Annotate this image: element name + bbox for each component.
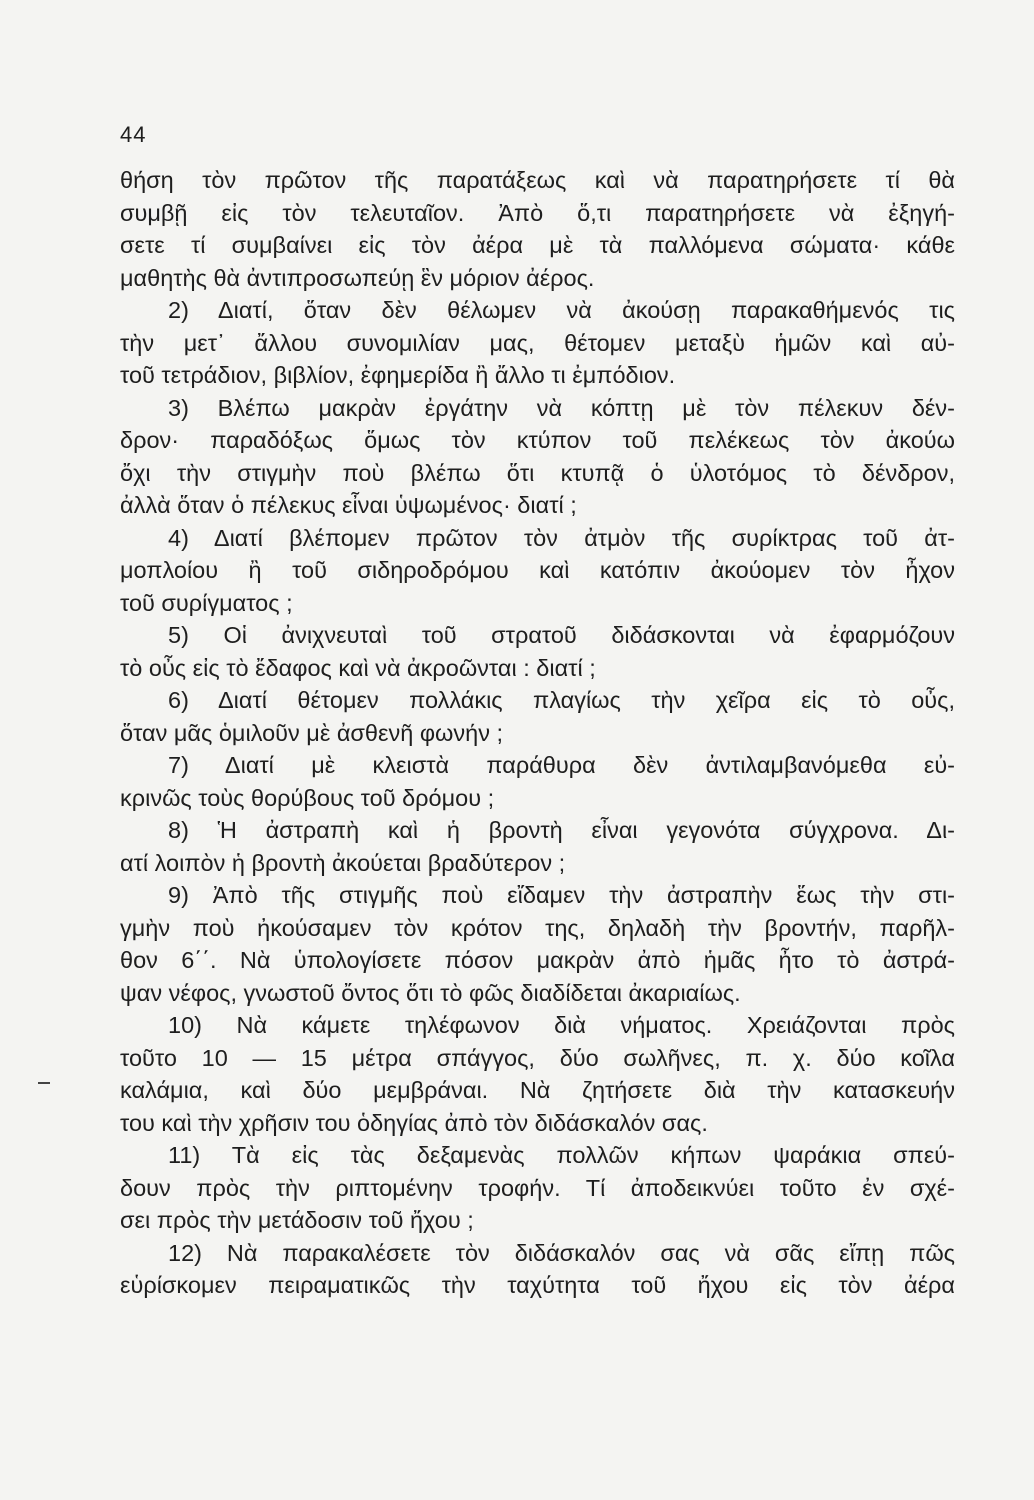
text-line: δουν πρὸς τὴν ριπτομένην τροφήν. Τί ἀποδεικνύει τοῦτο ἐν σχέ- xyxy=(120,1174,955,1201)
text-line: 8) Ἡ ἀστραπὴ καὶ ἡ βροντὴ εἶναι γεγονότα σύγχρονα. Δι- xyxy=(168,817,955,843)
text-line: μοπλοίου ἢ τοῦ σιδηροδρόμου καὶ κατόπιν ἀκούομεν τὸν ἦχον xyxy=(120,557,955,583)
text-line: τὸ οὖς εἰς τὸ ἔδαφος καὶ νὰ ἀκροῶνται : διατί ; xyxy=(120,654,596,681)
text-line: μαθητὴς θὰ ἀντιπροσωπεύῃ ἓν μόριον ἀέρος. xyxy=(120,264,595,291)
text-line: του καὶ τὴν χρῆσιν του ὁδηγίας ἀπὸ τὸν διδάσκαλόν σας. xyxy=(120,1109,708,1136)
text-line: 5) Οἱ ἀνιχνευταὶ τοῦ στρατοῦ διδάσκονται νὰ ἐφαρμόζουν xyxy=(168,622,955,648)
text-line: τοῦ συρίγματος ; xyxy=(120,589,293,616)
text-line: ἀλλὰ ὅταν ὁ πέλεκυς εἶναι ὑψωμένος· διατί ; xyxy=(120,492,577,518)
text-line: γμὴν ποὺ ἠκούσαμεν τὸν κρότον της, δηλαδὴ τὴν βροντήν, παρῆλ- xyxy=(120,914,955,941)
text-line: καλάμια, καὶ δύο μεμβράναι. Νὰ ζητήσετε διὰ τὴν κατασκευήν xyxy=(120,1077,955,1103)
text-line: 4) Διατί βλέπομεν πρῶτον τὸν ἀτμὸν τῆς συρίκτρας τοῦ ἀτ- xyxy=(168,524,955,551)
text-line: 12) Νὰ παρακαλέσετε τὸν διδάσκαλόν σας νὰ σᾶς εἴπῃ πῶς xyxy=(168,1239,955,1266)
text-line: εὑρίσκομεν πειραματικῶς τὴν ταχύτητα τοῦ ἤχου εἰς τὸν ἀέρα xyxy=(120,1272,955,1298)
text-line: 10) Νὰ κάμετε τηλέφωνον διὰ νήματος. Χρειάζονται πρὸς xyxy=(168,1012,955,1038)
margin-mark xyxy=(38,1082,50,1084)
text-line: συμβῇ εἰς τὸν τελευταῖον. Ἀπὸ ὅ,τι παρατηρήσετε νὰ ἐξηγή- xyxy=(120,199,955,226)
text-line: θον 6΄΄. Νὰ ὑπολογίσετε πόσον μακρὰν ἀπὸ ἡμᾶς ἦτο τὸ ἀστρά- xyxy=(120,947,955,973)
text-line: ατί λοιπὸν ἡ βροντὴ ἀκούεται βραδύτερον ; xyxy=(120,849,566,876)
text-line: τοῦτο 10 — 15 μέτρα σπάγγος, δύο σωλῆνες, π. χ. δύο κοῖλα xyxy=(120,1044,955,1071)
text-line: 9) Ἀπὸ τῆς στιγμῆς ποὺ εἴδαμεν τὴν ἀστραπὴν ἕως τὴν στι- xyxy=(168,882,955,908)
text-line: ψαν νέφος, γνωστοῦ ὄντος ὅτι τὸ φῶς διαδίδεται ἀκαριαίως. xyxy=(120,979,741,1006)
text-line: δρον· παραδόξως ὅμως τὸν κτύπον τοῦ πελέκεως τὸν ἀκούω xyxy=(120,427,955,453)
text-line: 3) Βλέπω μακρὰν ἐργάτην νὰ κόπτῃ μὲ τὸν πέλεκυν δέν- xyxy=(168,394,955,421)
text-line: ὄχι τὴν στιγμὴν ποὺ βλέπω ὅτι κτυπᾷ ὁ ὑλοτόμος τὸ δένδρον, xyxy=(120,459,955,486)
text-line: 6) Διατί θέτομεν πολλάκις πλαγίως τὴν χεῖρα εἰς τὸ οὖς, xyxy=(168,687,955,713)
text-line: σετε τί συμβαίνει εἰς τὸν ἀέρα μὲ τὰ παλλόμενα σώματα· κάθε xyxy=(120,232,955,258)
page-number: 44 xyxy=(120,122,147,147)
body-text xyxy=(120,164,955,1302)
text-line: 2) Διατί, ὅταν δὲν θέλωμεν νὰ ἀκούσῃ παρακαθήμενός τις xyxy=(168,297,955,323)
text-line: 11) Τὰ εἰς τὰς δεξαμενὰς πολλῶν κήπων ψαράκια σπεύ- xyxy=(168,1142,955,1168)
text-line: κρινῶς τοὺς θορύβους τοῦ δρόμου ; xyxy=(120,784,495,811)
text-line: 7) Διατί μὲ κλειστὰ παράθυρα δὲν ἀντιλαμβανόμεθα εὐ- xyxy=(168,752,955,778)
text-line: τὴν μετ᾿ ἄλλου συνομιλίαν μας, θέτομεν μεταξὺ ἡμῶν καὶ αὐ- xyxy=(120,329,955,356)
text-line: θήση τὸν πρῶτον τῆς παρατάξεως καὶ νὰ παρατηρήσετε τί θὰ xyxy=(120,167,955,193)
text-line: σει πρὸς τὴν μετάδοσιν τοῦ ἤχου ; xyxy=(120,1207,474,1233)
text-line: ὅταν μᾶς ὁμιλοῦν μὲ ἀσθενῆ φωνήν ; xyxy=(120,719,504,746)
text-line: τοῦ τετράδιον, βιβλίον, ἐφημερίδα ἢ ἄλλο τι ἐμπόδιον. xyxy=(120,362,676,388)
